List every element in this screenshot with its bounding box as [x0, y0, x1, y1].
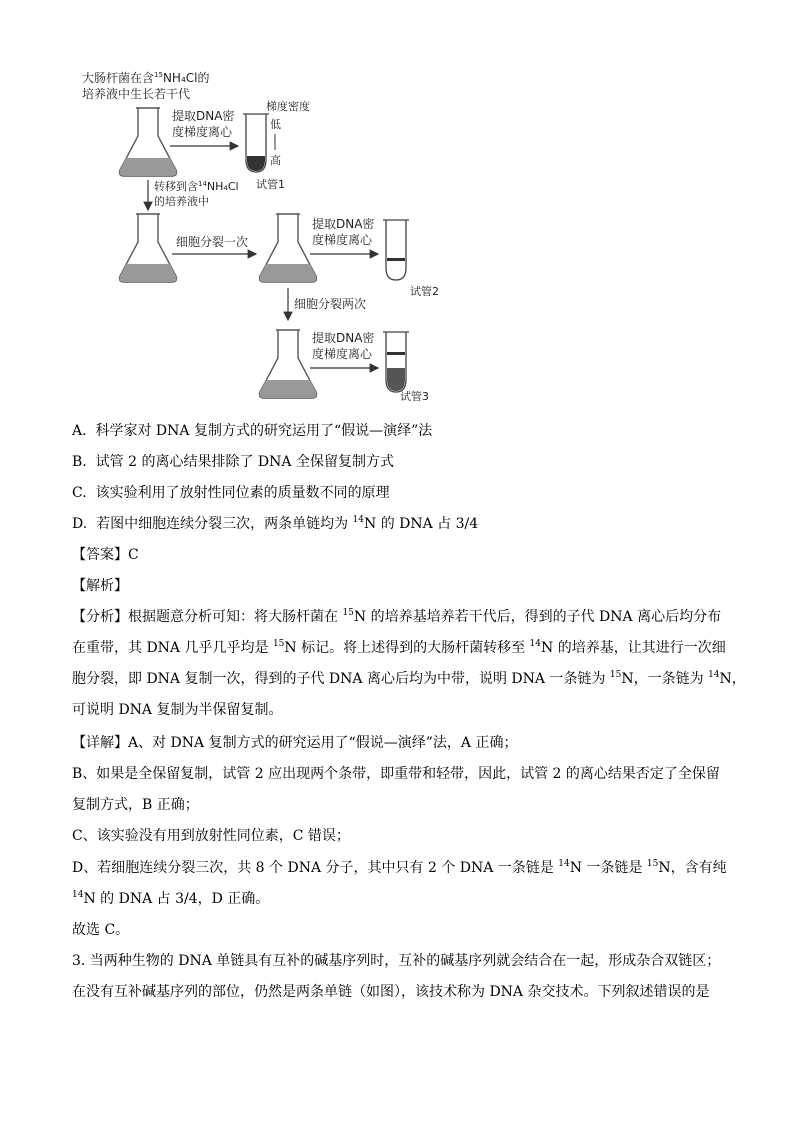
flask-icon	[260, 214, 317, 282]
xiangjie-c: C、该实验没有用到放射性同位素，C 错误；	[72, 828, 350, 844]
test-tube-icon	[383, 332, 409, 392]
divide-once-label: 细胞分裂一次	[176, 235, 249, 249]
transfer-label-line2: 的培养液中	[154, 195, 209, 208]
xiangjie-a: 【详解】A、对 DNA 复制方式的研究运用了“假说—演绎”法，A 正确；	[72, 735, 518, 751]
density-title: 梯度密度	[266, 100, 310, 113]
fenxi-line-4: 可说明 DNA 复制为半保留复制。	[72, 702, 283, 718]
extract-label-2b: 度梯度离心	[312, 233, 373, 247]
xiangjie-d-2: $^{14}$N 的 DNA 占 3/4，D 正确。	[72, 890, 270, 907]
xiangjie-b-2: 复制方式，B 正确；	[72, 797, 199, 813]
fenxi-line-3: 胞分裂，即 DNA 复制一次，得到的子代 DNA 离心后均为中带，说明 DNA 一条链为 $^{15}$N，一条链为 $^{14}$N，	[72, 670, 746, 687]
extract-label-3b: 度梯度离心	[312, 347, 373, 361]
transfer-label: 转移到含$^{14}$NH₄Cl	[154, 180, 239, 193]
question-3-line-1: 3. 当两种生物的 DNA 单链具有互补的碱基序列时，互补的碱基序列就会结合在一起，形成杂合双链区；	[72, 953, 721, 969]
option-b: B. 试管 2 的离心结果排除了 DNA 全保留复制方式	[72, 454, 394, 470]
divide-twice-label: 细胞分裂两次	[294, 297, 367, 311]
xiangjie-b-1: B、如果是全保留复制，试管 2 应出现两个条带，即重带和轻带，因此，试管 2 的离心结果否定了全保留	[72, 766, 720, 782]
test-tube-icon	[383, 220, 409, 280]
density-low: 低	[270, 118, 281, 131]
option-c: C. 该实验利用了放射性同位素的质量数不同的原理	[72, 485, 390, 501]
answer-line	[72, 545, 139, 565]
tube2-label: 试管2	[410, 285, 439, 298]
analysis-heading: 【解析】	[72, 578, 128, 594]
fenxi-line-1: 【分析】根据题意分析可知：将大肠杆菌在 $^{15}$N 的培养基培养若干代后，得到的子代 DNA 离心后均分布	[72, 608, 722, 625]
flask-icon	[120, 108, 177, 176]
choose-line: 故选 C。	[72, 922, 130, 938]
meselson-stahl-diagram	[60, 62, 440, 407]
extract-label-1b: 度梯度离心	[172, 125, 233, 139]
extract-label-3a: 提取DNA密	[312, 331, 375, 345]
flask-icon	[260, 330, 317, 398]
option-d: D. 若图中细胞连续分裂三次，两条单链均为 $^{14}$N 的 DNA 占 3/4	[72, 515, 479, 532]
top-caption-line2: 培养液中生长若干代	[82, 87, 191, 101]
flask-icon	[120, 214, 177, 282]
answer-tag: 【答案】	[72, 547, 128, 563]
fenxi-line-2: 在重带，其 DNA 几乎几乎均是 $^{15}$N 标记。将上述得到的大肠杆菌转移至 $^{14}$N 的培养基，让其进行一次细	[72, 639, 726, 656]
tube1-label: 试管1	[256, 178, 285, 191]
test-tube-icon	[243, 114, 269, 172]
option-a: A. 科学家对 DNA 复制方式的研究运用了“假说—演绎”法	[72, 423, 433, 439]
extract-label-2a: 提取DNA密	[312, 217, 375, 231]
xiangjie-d-1: D、若细胞连续分裂三次，共 8 个 DNA 分子，其中只有 2 个 DNA 一条链是 $^{14}$N 一条链是 $^{15}$N，含有纯	[72, 859, 727, 876]
question-3-line-2: 在没有互补碱基序列的部位，仍然是两条单链（如图），该技术称为 DNA 杂交技术。下列叙述错误的是	[72, 984, 710, 1000]
density-high: 高	[270, 154, 281, 167]
extract-label-1a: 提取DNA密	[172, 109, 235, 123]
tube3-label: 试管3	[400, 390, 429, 403]
answer-value: C	[128, 547, 139, 563]
top-caption-line1: 大肠杆菌在含$^{15}$NH₄Cl的	[82, 71, 210, 85]
